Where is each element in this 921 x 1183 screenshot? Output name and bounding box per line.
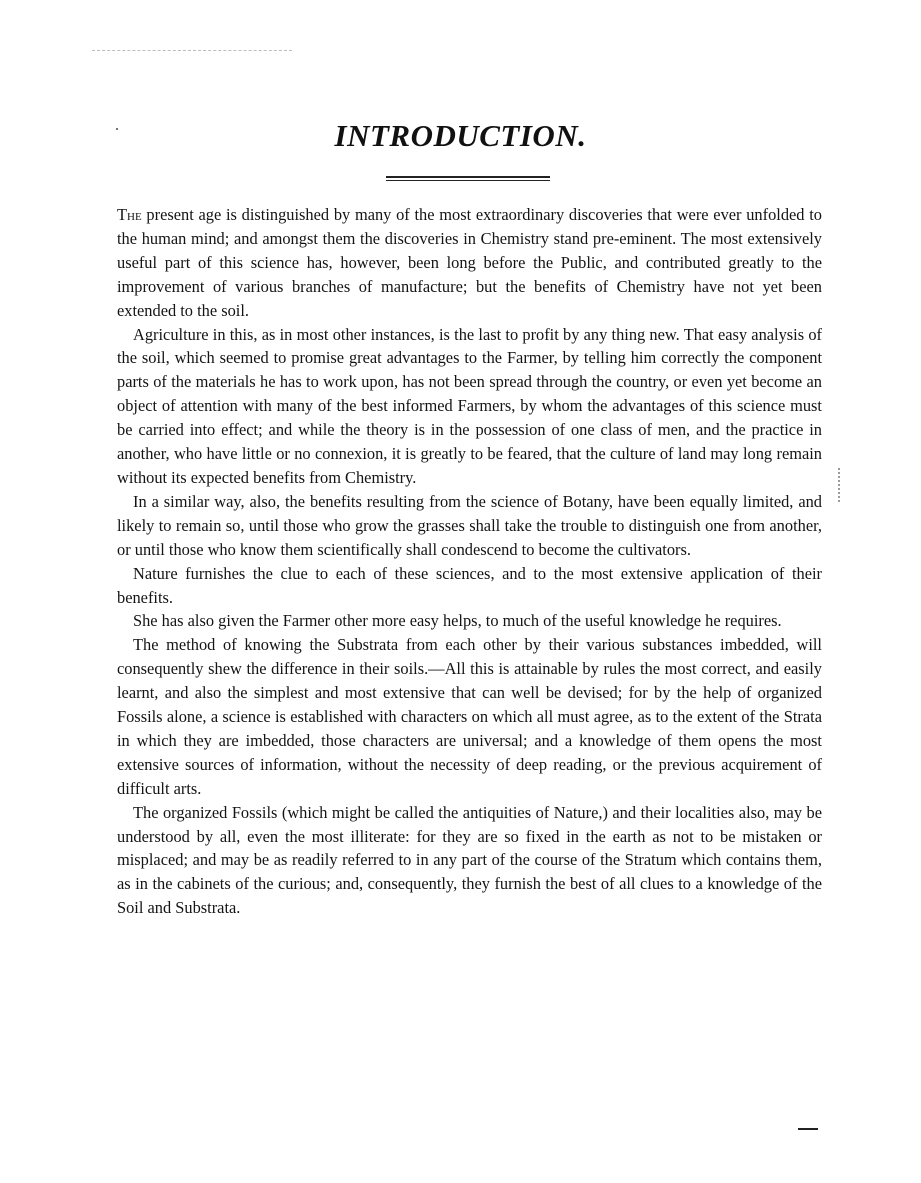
paragraph-1	[117, 203, 822, 323]
rule-thick-line	[386, 176, 550, 178]
paragraph-6: The method of knowing the Substrata from each other by their various substances imbedded, will consequently shew the difference in their soils.—All this is attainable by rules the most correct, and easily learnt, and also the simplest and most extensive that can well be devised; for by the help of organized Fossils alone, a science is established with characters on which all must agree, as to the extent of the Strata in which they are imbedded, those characters are universal; and a knowledge of them opens the most extensive sources of information, without the necessity of deep reading, or the previous acquirement of difficult arts.	[117, 635, 822, 798]
paragraph-5: She has also given the Farmer other more easy helps, to much of the useful knowledge he requires.	[133, 611, 782, 631]
scan-artifact-marks	[92, 50, 292, 53]
paragraph-1-text: present age is distinguished by many of the most extraordinary discoveries that were ever unfolded to the human mind; and amongst them the discoveries in Chemistry stand pre-eminent. The most extensively useful part of this science has, however, been long before the Public, and contributed greatly to the improvement of various branches of manufacture; but the benefits of Chemistry have not yet been extended to the soil.	[117, 205, 822, 320]
title-rule-divider	[386, 176, 550, 183]
page-title: INTRODUCTION.	[334, 118, 587, 153]
paragraph-2: Agriculture in this, as in most other instances, is the last to profit by any thing new. That easy analysis of the soil, which seemed to promise great advantages to the Farmer, by telling him correctly the component parts of the materials he has to work upon, has not been spread through the country, or even yet become an object of attention with many of the best informed Farmers, by whom the advantages of this science must be carried into effect; and while the theory is in the possession of one class of men, and the practice in another, who have little or no connexion, it is greatly to be feared, that the culture of land may long remain without its expected benefits from Chemistry.	[117, 324, 822, 487]
paragraph-3: In a similar way, also, the benefits resulting from the science of Botany, have been equally limited, and likely to remain so, until those who grow the grasses shall take the trouble to distinguish one from another, or until those who know them scientifically shall condescend to become the cultivators.	[117, 491, 822, 559]
paragraph-7: The organized Fossils (which might be called the antiquities of Nature,) and their localities also, may be understood by all, even the most illiterate: for they are so fixed in the earth as not to be mistaken or misplaced; and may be as readily referred to in any part of the course of the Stratum which contains them, as in the cabinets of the curious; and, consequently, they furnish the best of all clues to a knowledge of the Soil and Substrata.	[117, 802, 822, 918]
scan-artifact-margin-dots	[838, 468, 844, 502]
body-text	[117, 203, 822, 920]
rule-thin-line	[386, 180, 550, 181]
paragraph-4: Nature furnishes the clue to each of these sciences, and to the most extensive application of their benefits.	[117, 563, 822, 607]
page-end-dash	[798, 1128, 818, 1130]
paragraph-1-lead-word: The	[117, 205, 142, 224]
